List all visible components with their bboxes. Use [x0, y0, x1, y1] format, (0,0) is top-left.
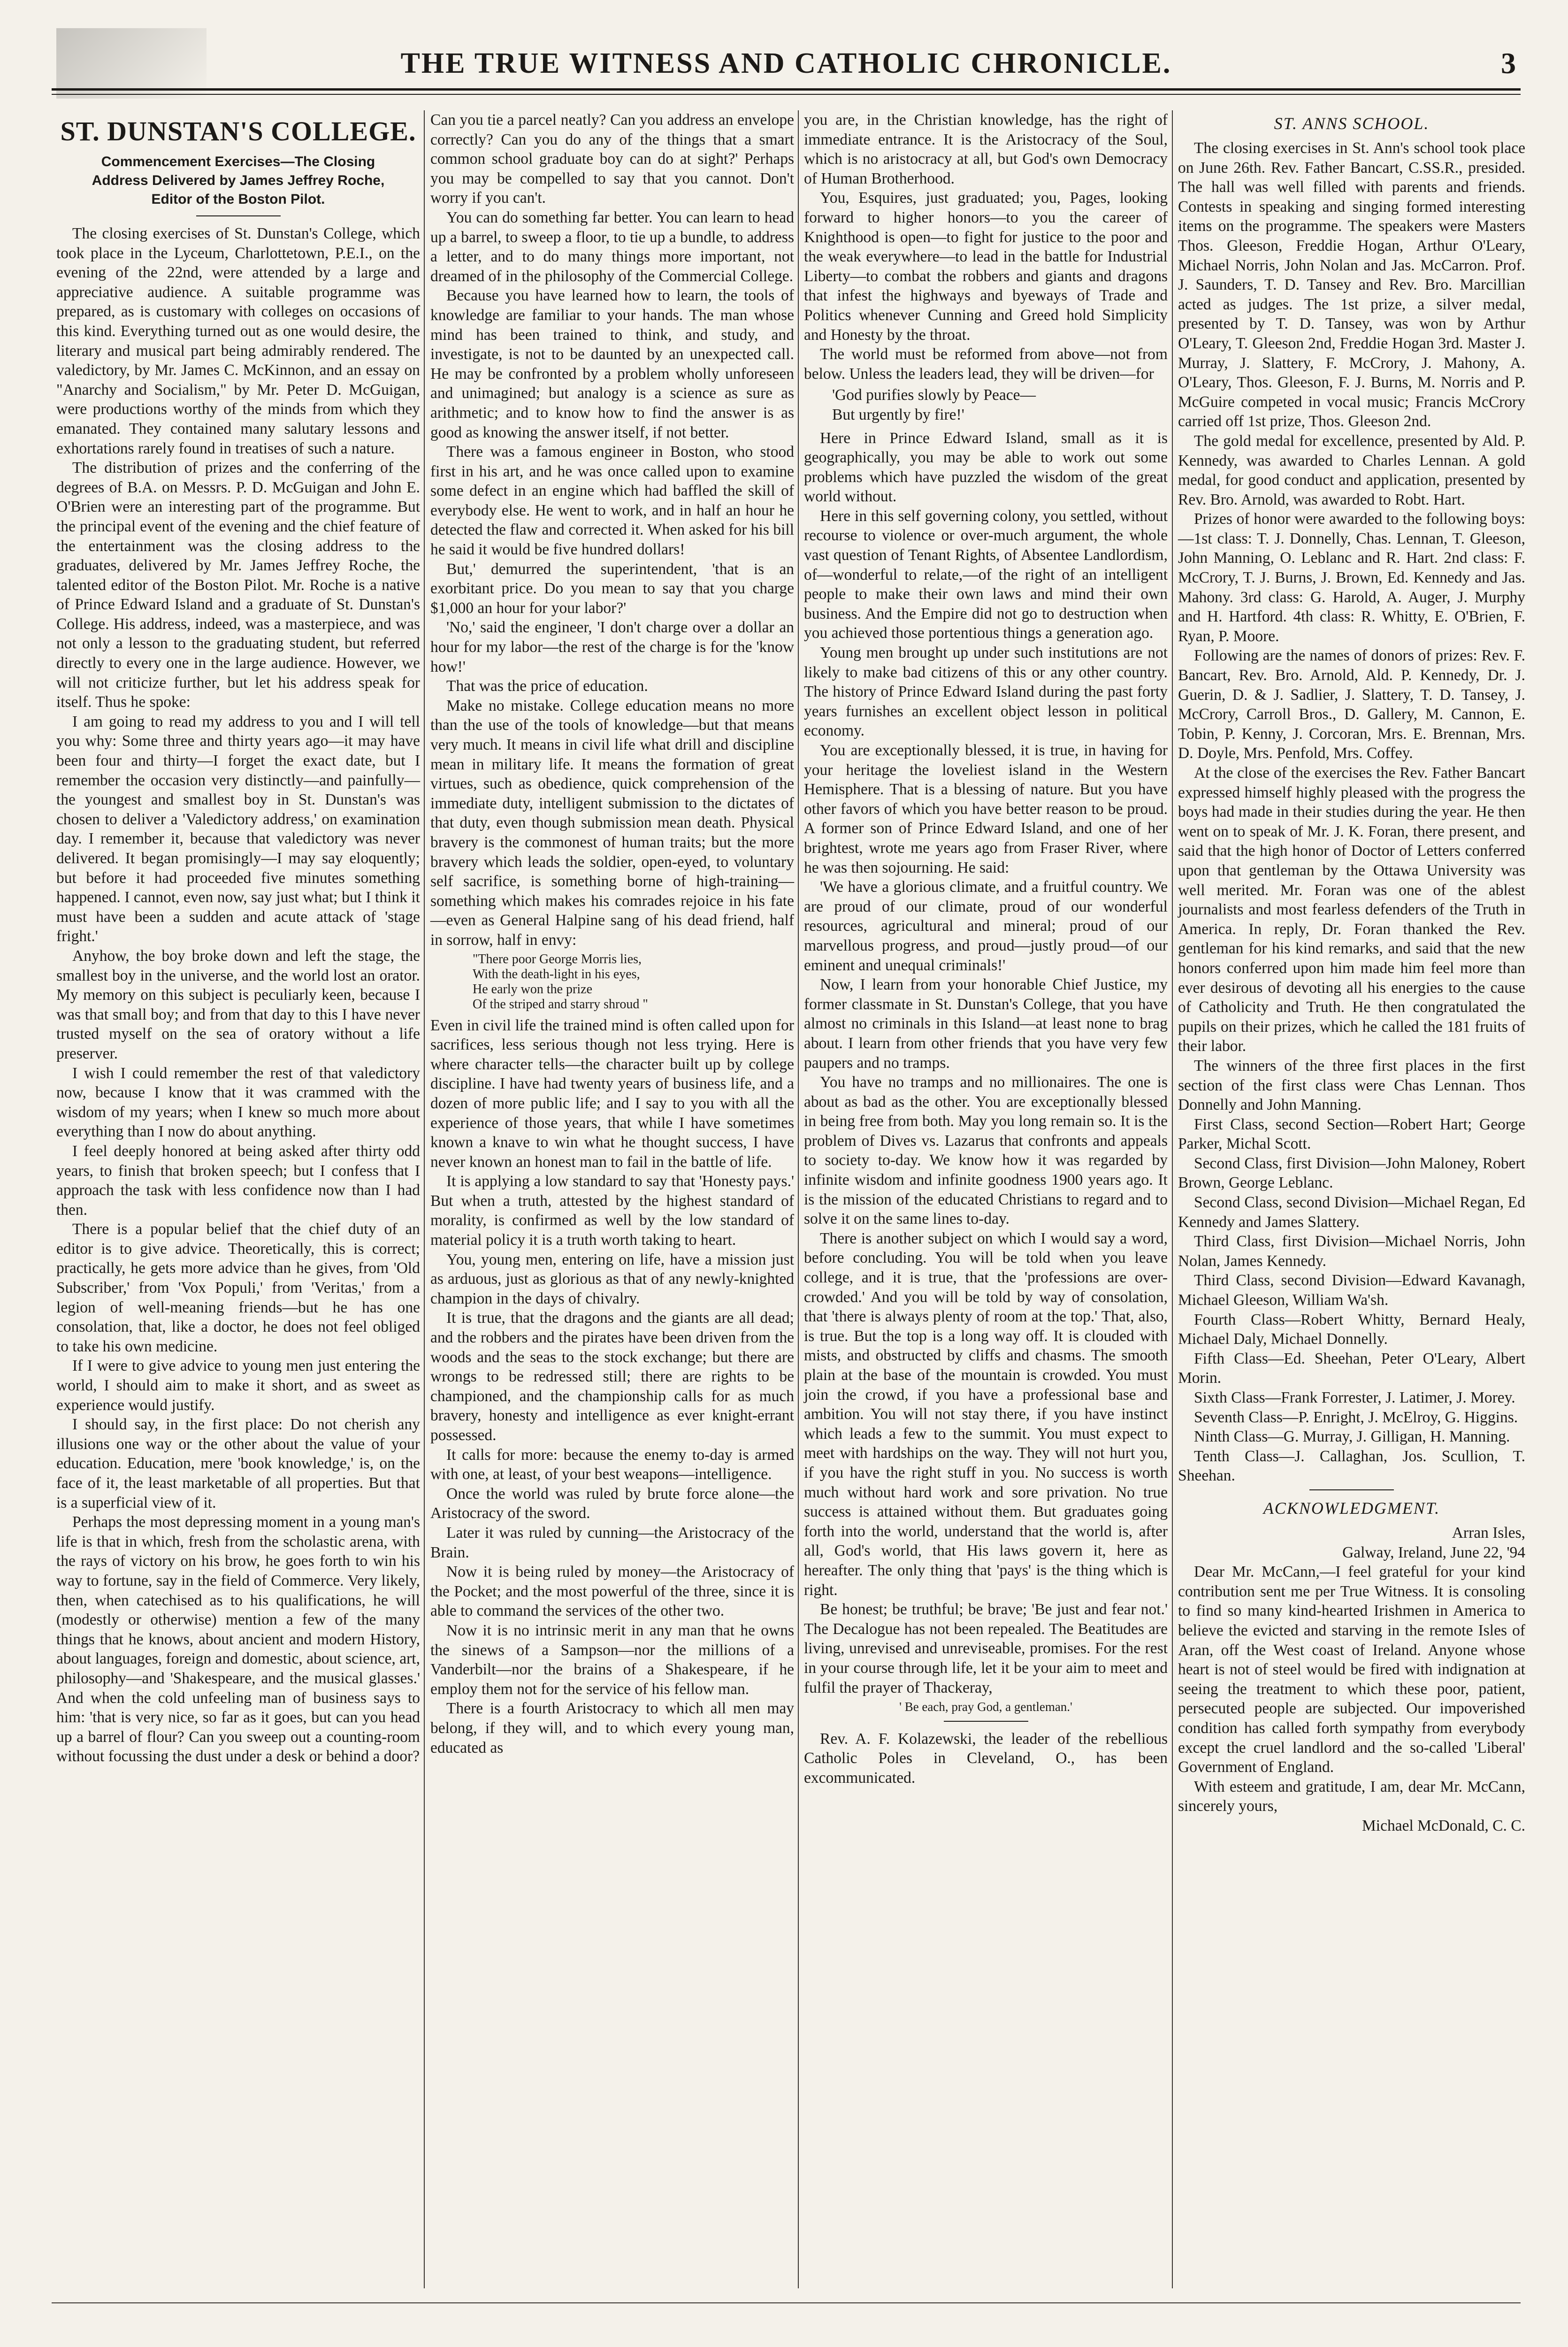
poem-line: He early won the prize	[473, 982, 592, 997]
verse-line: 'God purifies slowly by Peace—	[832, 386, 1036, 404]
paragraph: Third Class, first Division—Michael Norris, John Nolan, James Kennedy.	[1178, 1233, 1525, 1270]
letter-address: Arran Isles,	[1452, 1524, 1525, 1542]
paragraph: Here in Prince Edward Island, small as it is geographically, you may be able to work out some problems which have puzzled the wisdom of the great world without.	[804, 429, 1168, 506]
paragraph: The closing exercises in St. Ann's school took place on June 26th. Rev. Father Bancart, C.SS.R., presided. The hall was well filled with parents and friends. Contests in speaking and singing formed interesting items on the programme. The speakers were Masters Thos. Gleeson, Freddie Hogan, Arthur O'Leary, Michael Norris, John Nolan and Jas. McCarron. Prof. J. Saunders, T. D. Tansey and Rev. Bro. Marcillian acted as judges. The 1st prize, a silver medal, presented by T. D. Tansey, was won by Arthur O'Leary, T. Gleeson 2nd, Freddie Hogan 3rd. Master J. Murray, J. Slattery, F. McCrory, J. Mahony, A. O'Leary, Thos. Gleeson, F. J. Burns, M. Norris and P. McGuire competed in vocal music; Francis McCrory carried off 1st prize, Thos. Gleeson 2nd.	[1178, 139, 1525, 430]
letter-signature: Michael McDonald, C. C.	[1362, 1817, 1525, 1834]
article-deck: Commencement Exercises—The Closing Address Delivered by James Jeffrey Roche, Editor of the Boston Pilot.	[92, 154, 385, 207]
paragraph: I feel deeply honored at being asked after thirty odd years, to finish that broken speech; but I confess that I approach the task with less confidence now than I had then.	[56, 1142, 420, 1219]
paragraph: Second Class, second Division—Michael Regan, Ed Kennedy and James Slattery.	[1178, 1194, 1525, 1231]
paragraph: There is a popular belief that the chief duty of an editor is to give advice. Theoretically, this is correct; practically, he gets more advice than he gives, from 'Old Subscriber,' from 'Vox Populi,' from 'Veritas,' from a legion of well-meaning friends—but he has one consolation, that, like a doctor, he does not feel obliged to take his own medicine.	[56, 1220, 420, 1355]
column-divider	[798, 110, 799, 2288]
paragraph: At the close of the exercises the Rev. Father Bancart expressed himself highly pleased with the progress the boys had made in their studies during the year. He then went on to speak of Mr. J. K. Foran, there present, and said that the high honor of Doctor of Letters conferred upon that gentleman by the Ottawa University was well merited. Mr. Foran was one of the ablest journalists and most fearless defenders of the Truth in America. In reply, Dr. Foran thanked the Rev. gentleman for his kind remarks, and said that the new honors conferred upon him made him feel more than ever desirous of devoting all his energies to the cause of Catholicity and Truth. He then congratulated the pupils on their prizes, which he called the 181 fruits of their labor.	[1178, 764, 1525, 1055]
section-rule	[196, 215, 281, 216]
paragraph: 'We have a glorious climate, and a fruitful country. We are proud of our climate, proud of our wonderful resources, agricultural and mineral; proud of our marvellous progress, and proud—justly proud—of our eminent and unequal criminals!'	[804, 878, 1168, 974]
paragraph: It is applying a low standard to say that 'Honesty pays.' But when a truth, attested by the highest standard of morality, is confirmed as well by the low standard of material policy it is a truth worth taking to heart.	[430, 1173, 794, 1249]
section-rule	[1309, 1489, 1394, 1490]
footer-rule	[52, 2302, 1521, 2303]
paragraph: Prizes of honor were awarded to the following boys:—1st class: T. J. Donnelly, Chas. Lennan, T. Gleeson, John Manning, O. Leblanc and R. Hart. 2nd class: F. McCrory, T. J. Burns, J. Brown, Ed. Kennedy and Jas. Mahony. 3rd class: G. Harold, A. Auger, J. Murphy and H. Hartford. 4th class: R. Whitty, E. O'Brien, F. Ryan, P. Moore.	[1178, 510, 1525, 645]
header-rule	[52, 88, 1521, 91]
paragraph: Be honest; be truthful; be brave; 'Be just and fear not.' The Decalogue has not been repealed. The Beatitudes are living, unrevised and unreviseable, promises. For the rest in your course through life, let it be your aim to meet and fulfil the prayer of Thackeray,	[804, 1601, 1168, 1696]
poem-line: "There poor George Morris lies,	[473, 951, 642, 966]
paragraph: I am going to read my address to you and I will tell you why: Some three and thirty years ago—it may have been four and thirty—I forget the exact date, but I remember the occasion very distinctly—and painfully—the youngest and smallest boy in St. Dunstan's was chosen to deliver a 'Valedictory address,' on examination day. I remember it, because that valedictory was never delivered. It began promisingly—I may say eloquently; but before it had proceeded five minutes something happened. I cannot, even now, say just what; but I think it must have been a sudden and acute attack of 'stage fright.'	[56, 713, 420, 945]
paragraph: Second Class, first Division—John Maloney, Robert Brown, George Leblanc.	[1178, 1154, 1525, 1192]
paragraph: It is true, that the dragons and the giants are all dead; and the robbers and the pirates have been driven from the woods and the seas to the stock exchange; but there are wrongs to be redressed still; there are rights to be championed, and the championship calls for as much bravery, honesty and intelligence as ever knight-errant possessed.	[430, 1309, 794, 1444]
paragraph: Third Class, second Division—Edward Kavanagh, Michael Gleeson, William Wa'sh.	[1178, 1272, 1525, 1309]
section-rule	[944, 1721, 1028, 1722]
paragraph: Can you tie a parcel neatly? Can you address an envelope correctly? Can you do any of the things that a smart common school graduate boy can do at sight?' Perhaps you may be compelled to say that you cannot. Don't worry if you can't.	[430, 111, 794, 207]
paragraph: You, Esquires, just graduated; you, Pages, looking forward to higher honors—to you the career of Knighthood is open—to fight for justice to the poor and the weak everywhere—to lead in the battle for Industrial Liberty—to combat the robbers and giants and dragons that infest the highways and byeways of Trade and Politics whenever Cunning and Greed hold Simplicity and Honesty by the throat.	[804, 189, 1168, 344]
paragraph: Fifth Class—Ed. Sheehan, Peter O'Leary, Albert Morin.	[1178, 1350, 1525, 1387]
poem-excerpt	[473, 952, 794, 1012]
poem-line: With the death-light in his eyes,	[473, 966, 640, 982]
column-4	[1178, 110, 1525, 1835]
letter-date: Galway, Ireland, June 22, '94	[1342, 1543, 1525, 1561]
column-divider	[1172, 110, 1173, 2288]
header-rule-thin	[52, 94, 1521, 95]
paragraph: I should say, in the first place: Do not cherish any illusions one way or the other about the value of your education. Education, mere 'book knowledge,' is, on the face of it, the least marketable of all properties. But that is a superficial view of it.	[56, 1416, 420, 1511]
newspaper-title: THE TRUE WITNESS AND CATHOLIC CHRONICLE.	[400, 47, 1172, 79]
column-2	[430, 110, 794, 1757]
verse-line: But urgently by fire!'	[832, 406, 964, 423]
paragraph: You have no tramps and no millionaires. The one is about as bad as the other. You are exceptionally blessed in being free from both. May you long remain so. It is the problem of Dives vs. Lazarus that confronts and appeals to society to-day. We know how it was regarded by infinite wisdom and infinite goodness 1900 years ago. It is the mission of the educated Christians to regard and to solve it on the same lines to-day.	[804, 1074, 1168, 1228]
paragraph: Ninth Class—G. Murray, J. Gilligan, H. Manning.	[1194, 1428, 1510, 1446]
paragraph: Anyhow, the boy broke down and left the stage, the smallest boy in the universe, and the world lost an orator. My memory on this subject is peculiarly keen, because I was that small boy; and from that day to this I have never trusted myself on the sea of oratory without a life preserver.	[56, 947, 420, 1062]
paragraph: It calls for more: because the enemy to-day is armed with one, at least, of your best weapons—intelligence.	[430, 1446, 794, 1483]
paragraph: I wish I could remember the rest of that valedictory now, because I know that it was crammed with the wisdom of my years; when I knew so much more about everything than I now do about anything.	[56, 1064, 420, 1141]
column-3	[804, 110, 1168, 1787]
paragraph: You are exceptionally blessed, it is true, in having for your heritage the loveliest island in the Western Hemisphere. That is a blessing of nature. But you have other favors of which you have better reason to be proud. A former son of Prince Edward Island, and one of her brightest, wrote me years ago from Fraser River, where he was then sojourning. He said:	[804, 742, 1168, 876]
paragraph: There is another subject on which I would say a word, before concluding. You will be told when you leave college, and it is true, that the 'professions are over-crowded.' And you will be told by way of consolation, that 'there is always plenty of room at the top.' That, also, is true. But the top is a long way off. It is clouded with mists, and obstructed by cliffs and chasms. The smooth plain at the base of the mountain is crowded. You must join the crowd, if you have a professional base and ambition. You will not stay there, if you have instinct which leads a few to the summit. You must expect to meet with hardships on the way. They will not hurt you, if you have the right stuff in you. No success is worth much without hard work and sore privation. No true success is attained without them. But graduates going forth into the world, understand that the world is, after all, God's world, that His laws govern it, here as hereafter. The only thing that 'pays' is the thing which is right.	[804, 1229, 1168, 1599]
paragraph: Young men brought up under such institutions are not likely to make bad citizens of this or any other country. The history of Prince Edward Island during the past forty years furnishes an excellent object lesson in political economy.	[804, 644, 1168, 740]
paragraph: Following are the names of donors of prizes: Rev. F. Bancart, Rev. Bro. Arnold, Ald. P. Kennedy, Dr. J. Guerin, D. & J. Sadlier, J. Slattery, T. D. Tansey, J. McCrory, Carroll Bros., D. Gallery, M. Cannon, E. Tobin, P. Kenny, J. Corcoran, Mrs. E. Brennan, Mrs. D. Doyle, Mrs. Penfold, Mrs. Coffey.	[1178, 647, 1525, 762]
paragraph: Even in civil life the trained mind is often called upon for sacrifices, less serious though not less trying. Here is where character tells—the character built up by college discipline. I have had twenty years of business life, and a dozen of more public life; and I say to you with all the experience of those years, that while I have sometimes known a knave to win what he thought success, I have never known an honest man to fail in the battle of life.	[430, 1016, 794, 1171]
paragraph: you are, in the Christian knowledge, has the right of immediate entrance. It is the Aristocracy of the Soul, which is no aristocracy at all, but God's own Democracy of Human Brotherhood.	[804, 111, 1168, 187]
paragraph: There was a famous engineer in Boston, who stood first in his art, and he was once called upon to examine some defect in an engine which had baffled the skill of everybody else. He went to work, and in half an hour he detected the flaw and corrected it. When asked for his bill he said it would be five hundred dollars!	[430, 443, 794, 559]
paragraph: Now it is no intrinsic merit in any man that he owns the sinews of a Sampson—nor the millions of a Vanderbilt—nor the brains of a Shakespeare, if he employ them not for the service of his fellow man.	[430, 1621, 794, 1698]
masthead	[52, 28, 1521, 103]
paragraph: Because you have learned how to learn, the tools of knowledge are familiar to your hands. The man whose mind has been trained to think, and study, and investigate, is not to be daunted by an unexpected call. He may be confronted by a problem wholly unforeseen and unimagined; but analogy is a science as sure as arithmetic; and to know how to find the answer is as good as knowing the answer itself, if not better.	[430, 287, 794, 441]
paragraph: Here in this self governing colony, you settled, without recourse to violence or over-much argument, the whole vast question of Tenant Rights, of Absentee Landlordism, of—wonderful to relate,—of the right of an intelligent people to make their own laws and mind their own business. And the Empire did not go to destruction when you achieved those portentious things a generation ago.	[804, 507, 1168, 642]
paragraph: Now it is being ruled by money—the Aristocracy of the Pocket; and the most powerful of the three, since it is able to command the services of the other two.	[430, 1563, 794, 1620]
paragraph: The gold medal for excellence, presented by Ald. P. Kennedy, was awarded to Charles Lennan. A gold medal, for good conduct and application, presented by Rev. Bro. Arnold, was awarded to Robt. Hart.	[1178, 432, 1525, 508]
paragraph: Make no mistake. College education means no more than the use of the tools of knowledge—but that means very much. It means in civil life what drill and discipline mean in military life. It means the formation of great virtues, such as obedience, quick comprehension of the immediate duty, intelligent submission to the dictates of that duty, even though submission mean death. Physical bravery is the commonest of human traits; but the more bravery which leads the soldier, open-eyed, to voluntary self sacrifice, is something borne of high-training—something which makes his comrades rejoice in his fate—even as General Halpine sang of his dead friend, half in sorrow, half in envy:	[430, 697, 794, 949]
paragraph: Sixth Class—Frank Forrester, J. Latimer, J. Morey.	[1194, 1389, 1515, 1406]
paragraph: You can do something far better. You can learn to head up a barrel, to sweep a floor, to tie up a bundle, to address a letter, and to do many things more important, not dreamed of in the philosophy of the Commercial College.	[430, 208, 794, 285]
paragraph: With esteem and gratitude, I am, dear Mr. McCann, sincerely yours,	[1178, 1778, 1525, 1815]
paragraph: Fourth Class—Robert Whitty, Bernard Healy, Michael Daly, Michael Donnelly.	[1178, 1311, 1525, 1348]
paragraph: Tenth Class—J. Callaghan, Jos. Scullion, T. Sheehan.	[1178, 1447, 1525, 1485]
paragraph: First Class, second Section—Robert Hart; George Parker, Michal Scott.	[1178, 1115, 1525, 1153]
paragraph: The winners of the three first places in the first section of the first class were Chas Lennan. Thos Donnelly and John Manning.	[1178, 1057, 1525, 1114]
poem-line: Of the striped and starry shroud "	[473, 997, 648, 1012]
paragraph: If I were to give advice to young men just entering the world, I should aim to make it short, and as sweet as experience would justify.	[56, 1357, 420, 1414]
paragraph: Rev. A. F. Kolazewski, the leader of the rebellious Catholic Poles in Cleveland, O., has been excommunicated.	[804, 1730, 1168, 1787]
paragraph: 'No,' said the engineer, 'I don't charge over a dollar an hour for my labor—the rest of the charge is for the 'know how!'	[430, 619, 794, 675]
column-divider	[424, 110, 425, 2288]
paragraph: That was the price of education.	[446, 677, 648, 695]
paragraph: Once the world was ruled by brute force alone—the Aristocracy of the sword.	[430, 1485, 794, 1522]
paragraph: There is a fourth Aristocracy to which all men may belong, if they will, and to which every young man, educated as	[430, 1700, 794, 1756]
paragraph: The world must be reformed from above—not from below. Unless the leaders lead, they will be driven—for	[804, 345, 1168, 383]
paragraph: Dear Mr. McCann,—I feel grateful for your kind contribution sent me per True Witness. It is consoling to find so many kind-hearted Irishmen in America to believe the evicted and starving in the remote Isles of Aran, off the West coast of Ireland. Anyone whose heart is not of steel would be fired with indignation at seeing the treatment to which these poor, patient, persecuted people are subjected. Our impoverished condition has called forth sympathy from everybody except the cruel landlord and the so-called 'Liberal' Government of England.	[1178, 1563, 1525, 1776]
section-heading: ACKNOWLEDGMENT.	[1263, 1498, 1440, 1518]
column-1	[56, 110, 420, 1766]
verse-quote	[832, 385, 1168, 424]
paragraph: Later it was ruled by cunning—the Aristocracy of the Brain.	[430, 1524, 794, 1561]
closing-quote: ' Be each, pray God, a gentleman.'	[899, 1700, 1072, 1714]
paragraph: You, young men, entering on life, have a mission just as arduous, just as glorious as that of any newly-knighted champion in the days of chivalry.	[430, 1250, 794, 1307]
paragraph: But,' demurred the superintendent, 'that is an exorbitant price. Do you mean to say that you charge $1,000 an hour for your labor?'	[430, 560, 794, 617]
article-headline: ST. DUNSTAN'S COLLEGE.	[60, 116, 416, 146]
paragraph: The closing exercises of St. Dunstan's College, which took place in the Lyceum, Charlottetown, P.E.I., on the evening of the 22nd, were attended by a large and appreciative audience. A suitable programme was prepared, as is customary with colleges on occasions of this kind. Everything turned out as one would desire, the literary and musical part being admirably rendered. The valedictory, by Mr. James C. McKinnon, and an essay on "Anarchy and Socialism," by Mr. Peter D. McGuigan, were productions worthy of the minds from which they emanated. They contained many salutary lessons and exhortations rarely found in treatises of such a nature.	[56, 225, 420, 457]
page-number: 3	[1501, 46, 1516, 80]
section-heading: ST. ANNS SCHOOL.	[1274, 114, 1430, 133]
paragraph: Seventh Class—P. Enright, J. McElroy, G. Higgins.	[1194, 1408, 1518, 1426]
paragraph: Perhaps the most depressing moment in a young man's life is that in which, fresh from the scholastic arena, with the rays of victory on his brow, he goes forth to win his way to fortune, say in the field of Commerce. Very likely, then, when catechised as to his qualifications, he will (modestly or otherwise) mention a few of the many things that he knows, about ancient and modern History, about languages, foreign and domestic, about science, art, philosophy—and 'Shakespeare, and the musical glasses.' And when the cold unfeeling man of business says to him: 'that is very nice, so far as it goes, but can you head up a barrel of flour? Can you sweep out a counting-room without focussing the dust under a desk or behind a door?	[56, 1513, 420, 1765]
paragraph: Now, I learn from your honorable Chief Justice, my former classmate in St. Dunstan's College, that you have almost no criminals in this Island—at least none to brag about. I learn from other friends that you have very few paupers and no tramps.	[804, 976, 1168, 1072]
paragraph: The distribution of prizes and the conferring of the degrees of B.A. on Messrs. P. D. McGuigan and John E. O'Brien were an interesting part of the programme. But the principal event of the evening and the chief feature of the entertainment was the closing address to the graduates, delivered by Mr. James Jeffrey Roche, the talented editor of the Boston Pilot. Mr. Roche is a native of Prince Edward Island and a graduate of St. Dunstan's College. His address, indeed, was a masterpiece, and was not only a lesson to the graduating student, but referred directly to every one in the large audience. However, we will not criticize further, but let his address speak for itself. Thus he spoke:	[56, 459, 420, 711]
